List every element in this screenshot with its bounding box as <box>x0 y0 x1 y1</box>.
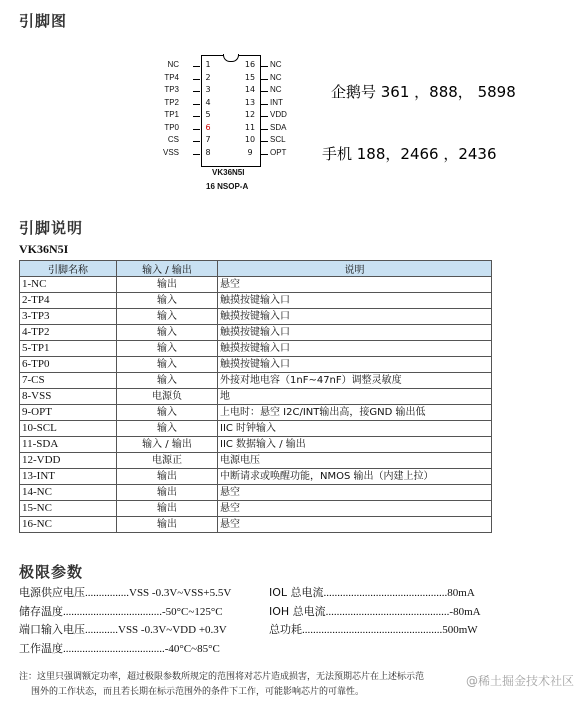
cell-desc: 悬空 <box>218 501 492 517</box>
limit-leader: ..................................... <box>63 642 165 655</box>
limit-leader: .................................... <box>63 605 162 618</box>
note <box>19 670 499 700</box>
pin-lead <box>193 129 200 130</box>
limit-item <box>19 621 227 637</box>
limit-value: VSS -0.3V~VDD +0.3V <box>118 624 227 636</box>
pin-lead <box>193 104 200 105</box>
pin-name: SCL <box>270 135 286 144</box>
watermark: @稀土掘金技术社区 <box>465 674 574 688</box>
pin-number: 1 <box>205 60 211 69</box>
pin-lead <box>193 66 200 67</box>
pin-number: 5 <box>205 110 211 119</box>
cell-pin-name: 4-TP2 <box>20 325 117 341</box>
pin-number: 12 <box>244 110 256 119</box>
pin-number: 7 <box>205 135 211 144</box>
pin-lead <box>261 141 268 142</box>
cell-desc: IIC 数据输入 / 输出 <box>218 437 492 453</box>
header-pin-name: 引脚名称 <box>20 261 117 277</box>
pin-lead <box>261 104 268 105</box>
table-row <box>20 373 492 389</box>
pin-number: 15 <box>244 72 256 82</box>
table-row <box>20 453 492 469</box>
pin-lead <box>193 91 200 92</box>
limit-leader: ................ <box>85 587 129 599</box>
pin-name: TP3 <box>164 85 179 94</box>
cell-io: 电源负 <box>117 389 218 405</box>
pin-number: 14 <box>244 85 256 94</box>
pin-lead <box>193 116 200 117</box>
limit-value: 80mA <box>447 587 475 599</box>
pin-number: 16 <box>244 60 256 69</box>
cell-desc: 触摸按键输入口 <box>218 309 492 325</box>
limit-value: VSS -0.3V~VSS+5.5V <box>129 587 232 599</box>
limit-label: 电源供应电压 <box>19 586 85 599</box>
header-io: 输入 / 输出 <box>117 261 218 277</box>
limit-label: 工作温度 <box>19 641 63 655</box>
cell-pin-name: 13-INT <box>20 469 117 485</box>
cell-io: 输入 <box>117 357 218 373</box>
pin-number: 9 <box>247 147 253 157</box>
note-line-1: 注：这里只强调额定功率，超过极限参数所规定的范围将对芯片造成损害，无法预期芯片在上述标示范 <box>19 672 425 682</box>
pin-name: TP0 <box>164 122 179 132</box>
pin-name: SDA <box>270 122 287 132</box>
pin-number: 4 <box>205 97 211 107</box>
cell-io: 输出 <box>117 485 218 501</box>
cell-io: 输入 <box>117 341 218 357</box>
table-row <box>20 357 492 373</box>
limit-value: 500mW <box>442 624 478 636</box>
pin-name: INT <box>270 97 283 107</box>
cell-io: 输入 <box>117 421 218 437</box>
limit-item <box>19 640 220 656</box>
limit-item <box>269 621 478 637</box>
pin-name: TP2 <box>164 97 179 107</box>
table-row <box>20 309 492 325</box>
pin-number: 2 <box>205 72 211 82</box>
cell-desc: 触摸按键输入口 <box>218 341 492 357</box>
limit-label: 总功耗 <box>269 623 302 636</box>
pin-lead <box>193 141 200 142</box>
cell-desc: 悬空 <box>218 485 492 501</box>
limit-item <box>269 584 475 600</box>
cell-desc: 电源电压 <box>218 453 492 469</box>
cell-desc: IIC 时钟输入 <box>218 421 492 437</box>
limit-leader: ................................................... <box>302 624 443 636</box>
limit-value: -80mA <box>449 605 481 618</box>
pin-name: VDD <box>270 110 287 119</box>
pin-lead <box>261 79 268 80</box>
cell-io: 输入 / 输出 <box>117 437 218 453</box>
cell-desc: 触摸按键输入口 <box>218 293 492 309</box>
table-row <box>20 277 492 293</box>
pin-lead <box>261 154 268 155</box>
pin-table-header <box>20 261 492 277</box>
cell-io: 输出 <box>117 277 218 293</box>
limit-leader: ............ <box>85 624 118 636</box>
table-row <box>20 501 492 517</box>
limits-title: 极限参数 <box>19 563 84 581</box>
pin-name: OPT <box>270 147 287 157</box>
cell-io: 输出 <box>117 501 218 517</box>
chip-package: 16 NSOP-A <box>206 182 249 191</box>
pin-lead <box>193 79 200 80</box>
pin-name: NC <box>270 60 282 69</box>
cell-desc: 地 <box>218 389 492 405</box>
limit-value: -50°C~125°C <box>162 605 223 618</box>
table-title: VK36N5I <box>19 242 69 256</box>
cell-pin-name: 14-NC <box>20 485 117 501</box>
cell-desc: 悬空 <box>218 277 492 293</box>
cell-pin-name: 11-SDA <box>20 437 117 453</box>
cell-pin-name: 1-NC <box>20 277 117 293</box>
limit-leader: ............................................. <box>325 605 450 618</box>
table-row <box>20 341 492 357</box>
pin-number: 10 <box>244 135 256 144</box>
pin-name: VSS <box>162 147 179 157</box>
pin-number: 8 <box>205 147 211 157</box>
table-row <box>20 293 492 309</box>
pin-name: TP4 <box>164 72 179 82</box>
cell-pin-name: 3-TP3 <box>20 309 117 325</box>
cell-desc: 悬空 <box>218 517 492 533</box>
limit-item <box>269 603 481 619</box>
contact-phone: 手机 188，2466 ，2436 <box>322 145 497 163</box>
pin-name: TP1 <box>164 110 179 119</box>
cell-io: 输入 <box>117 293 218 309</box>
limit-label: 储存温度 <box>19 604 63 618</box>
pin-lead <box>193 154 200 155</box>
cell-pin-name: 8-VSS <box>20 389 117 405</box>
limit-label: 端口输入电压 <box>19 623 85 636</box>
pin-number: 3 <box>205 85 211 94</box>
table-row <box>20 389 492 405</box>
cell-io: 输入 <box>117 309 218 325</box>
cell-pin-name: 15-NC <box>20 501 117 517</box>
table-row <box>20 485 492 501</box>
limit-label: IOL 总电流 <box>269 586 324 599</box>
cell-pin-name: 12-VDD <box>20 453 117 469</box>
cell-io: 输出 <box>117 469 218 485</box>
limit-label: IOH 总电流 <box>269 604 326 618</box>
cell-pin-name: 7-CS <box>20 373 117 389</box>
pin-name: CS <box>167 135 179 144</box>
cell-pin-name: 9-OPT <box>20 405 117 421</box>
table-row <box>20 469 492 485</box>
cell-io: 输入 <box>117 373 218 389</box>
table-row <box>20 437 492 453</box>
cell-pin-name: 16-NC <box>20 517 117 533</box>
pinout-title: 引脚图 <box>19 12 68 30</box>
pin-table <box>19 260 492 533</box>
pin-name: NC <box>270 85 282 94</box>
cell-io: 输入 <box>117 325 218 341</box>
desc-title: 引脚说明 <box>19 219 84 237</box>
pin-name: NC <box>167 60 179 69</box>
cell-desc: 外接对地电容（1nF~47nF）调整灵敏度 <box>218 373 492 389</box>
pin-lead <box>261 66 268 67</box>
limit-item <box>19 603 223 619</box>
limit-leader: ............................................. <box>323 587 448 599</box>
chip-part-name: VK36N5I <box>212 168 245 177</box>
cell-io: 输出 <box>117 517 218 533</box>
pin-number: 13 <box>244 97 256 107</box>
cell-pin-name: 10-SCL <box>20 421 117 437</box>
table-row <box>20 517 492 533</box>
pin-name: NC <box>270 72 282 82</box>
pin-number: 11 <box>244 122 256 132</box>
pin-lead <box>261 91 268 92</box>
pin-lead <box>261 116 268 117</box>
cell-desc: 触摸按键输入口 <box>218 357 492 373</box>
cell-pin-name: 5-TP1 <box>20 341 117 357</box>
table-row <box>20 325 492 341</box>
contact-qq: 企鹅号 361 ，888， 5898 <box>331 83 516 101</box>
cell-desc: 触摸按键输入口 <box>218 325 492 341</box>
limit-item <box>19 584 231 600</box>
cell-pin-name: 2-TP4 <box>20 293 117 309</box>
cell-io: 输入 <box>117 405 218 421</box>
cell-io: 电源正 <box>117 453 218 469</box>
cell-pin-name: 6-TP0 <box>20 357 117 373</box>
cell-desc: 中断请求或唤醒功能，NMOS 输出（内建上拉） <box>218 469 492 485</box>
table-row <box>20 405 492 421</box>
table-row <box>20 421 492 437</box>
cell-desc: 上电时：悬空 I2C/INT输出高，接GND 输出低 <box>218 405 492 421</box>
limit-value: -40°C~85°C <box>164 642 220 655</box>
note-line-2: 围外的工作状态，而且若长期在标示范围外的条件下工作，可能影响芯片的可靠性。 <box>31 687 365 697</box>
pin-lead <box>261 129 268 130</box>
header-desc: 说明 <box>218 261 492 277</box>
pin-number: 6 <box>205 122 211 132</box>
